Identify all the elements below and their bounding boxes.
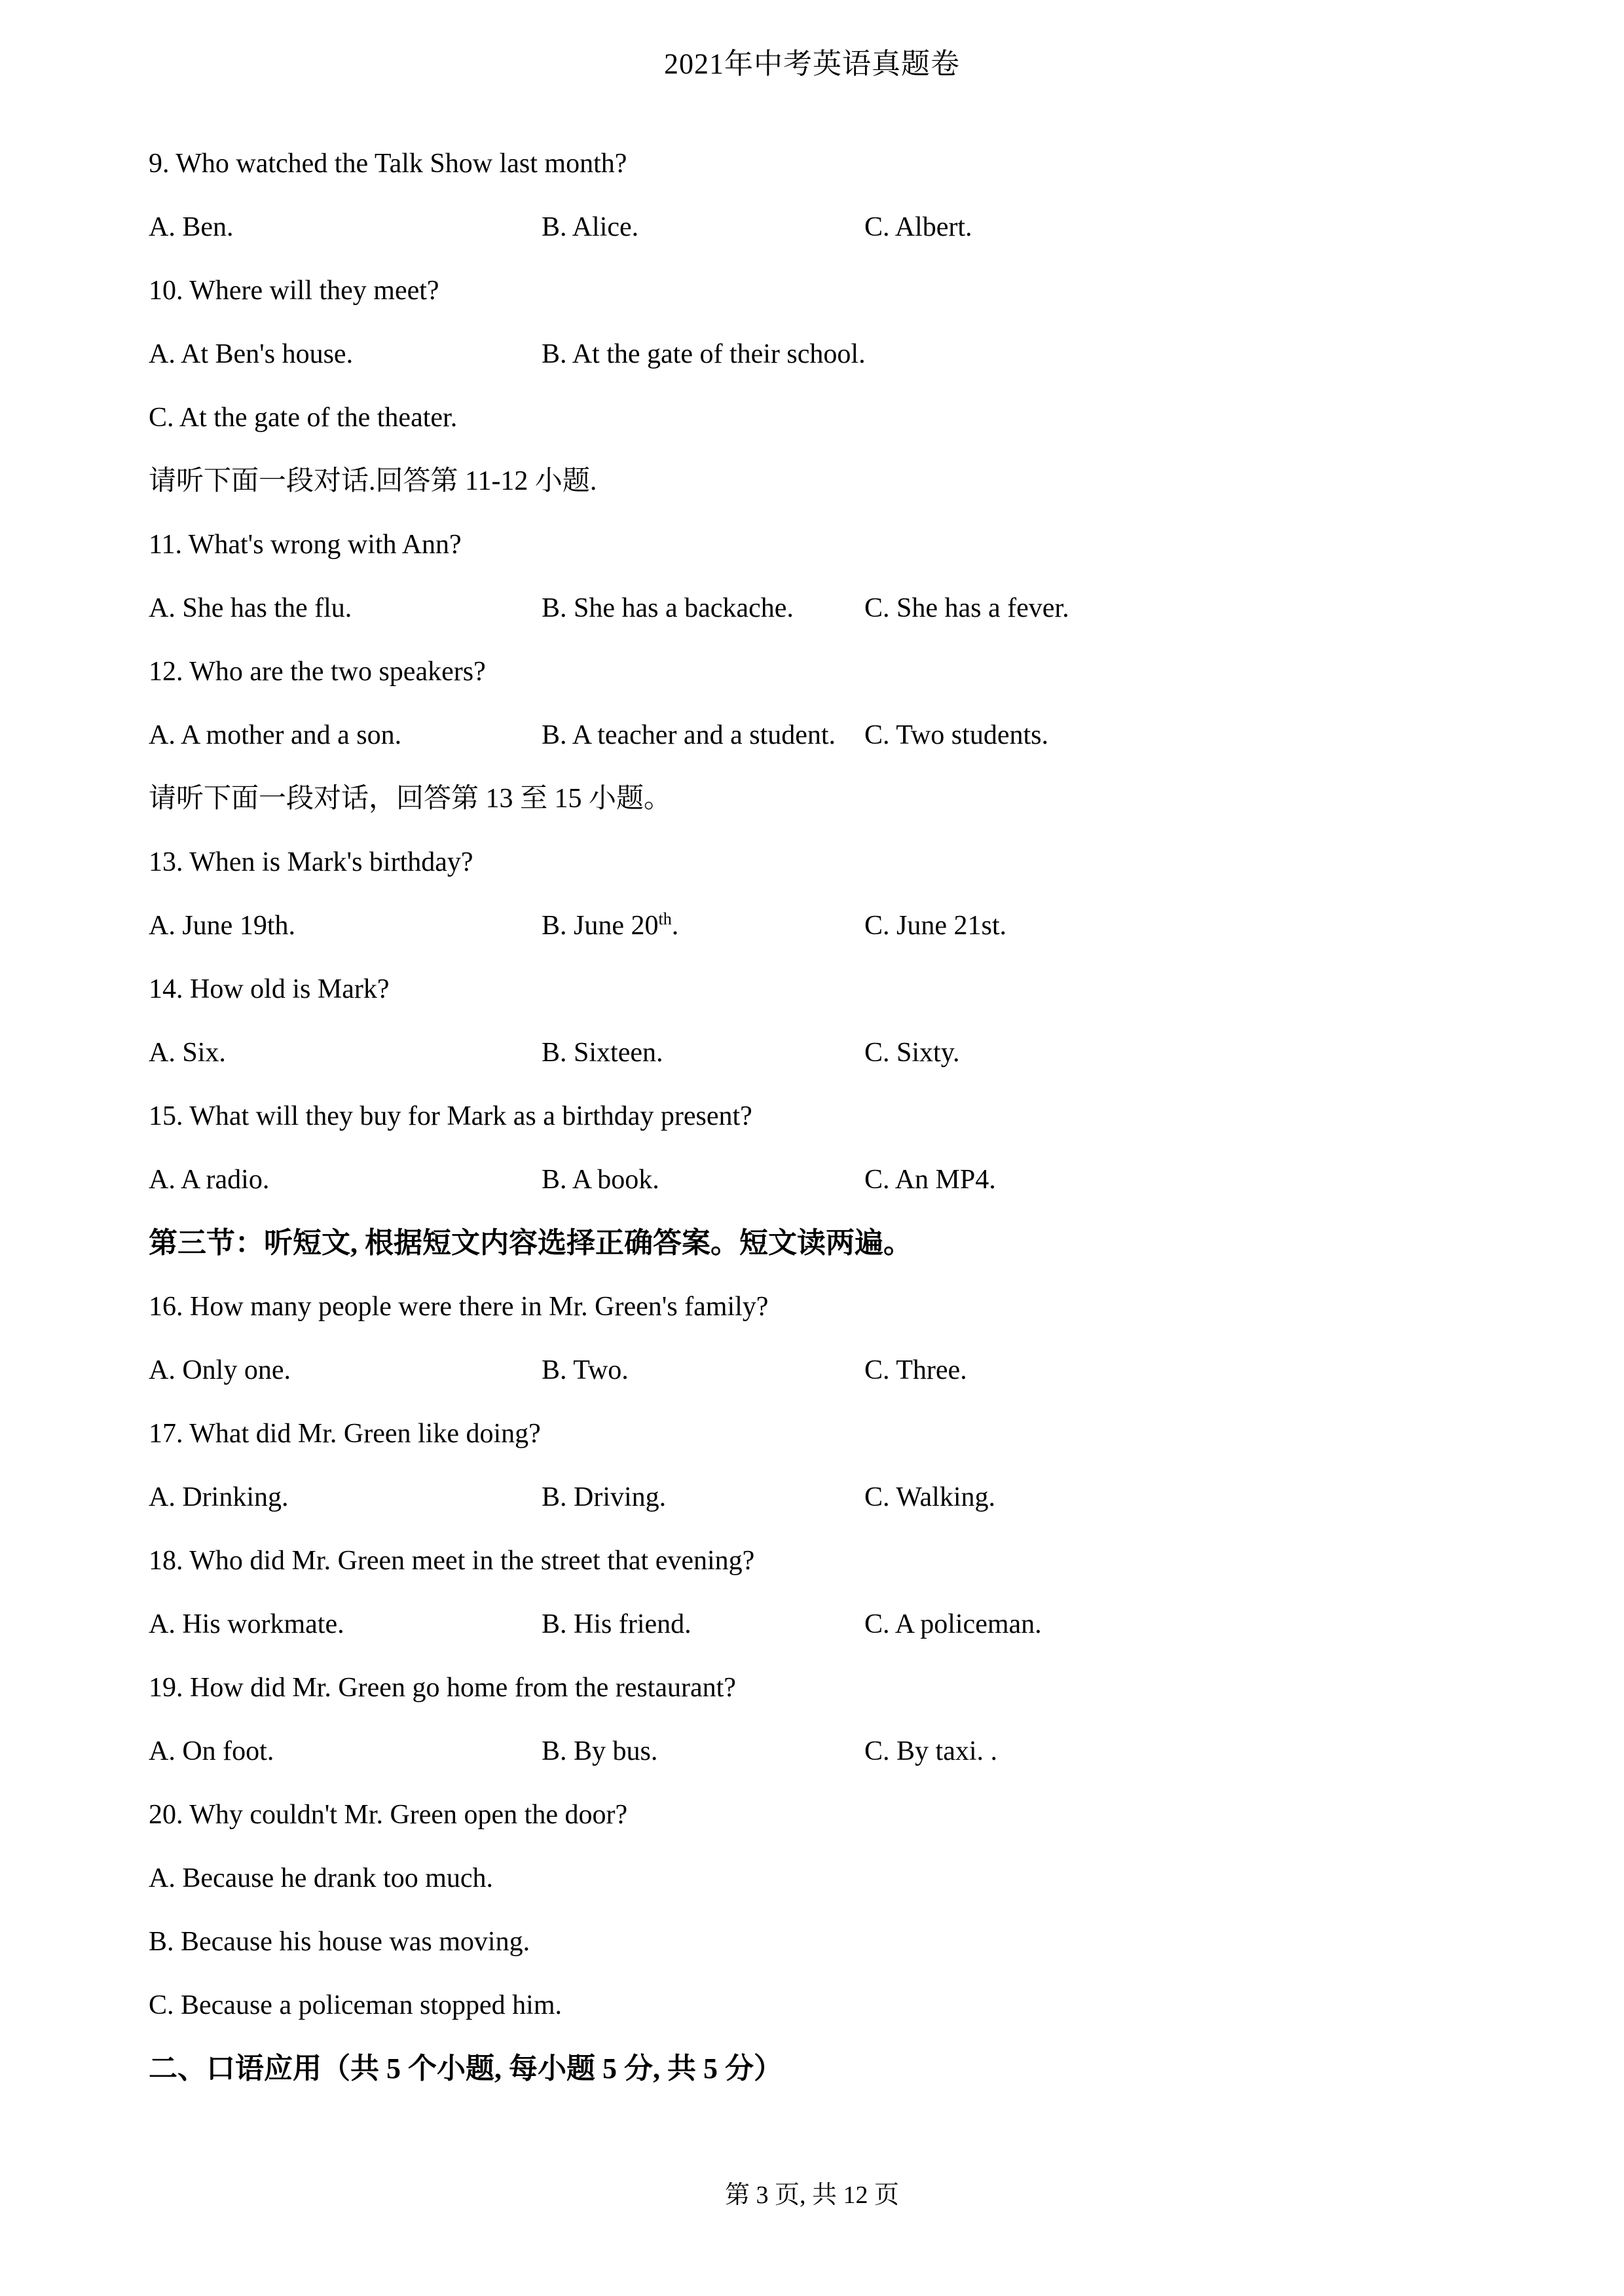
question-17-options [149, 1481, 1526, 1514]
question-17-option-a: A. Drinking. [149, 1482, 289, 1512]
question-13-options [149, 909, 1526, 942]
section-2-header: 二、口语应用（共 5 个小题, 每小题 5 分, 共 5 分） [149, 2052, 783, 2085]
question-20-option-c: C. Because a policeman stopped him. [149, 1990, 563, 2020]
question-18-options [149, 1608, 1526, 1641]
question-10-text: 10. Where will they meet? [149, 276, 439, 306]
question-9-option-a: A. Ben. [149, 212, 234, 242]
question-11-text: 11. What's wrong with Ann? [149, 530, 462, 560]
question-12-option-b: B. A teacher and a student. [542, 720, 836, 750]
question-10-option-a: A. At Ben's house. [149, 339, 354, 369]
question-16-option-b: B. Two. [542, 1355, 629, 1385]
question-11-option-a: A. She has the flu. [149, 593, 352, 623]
question-9-option-c: C. Albert. [864, 212, 972, 242]
question-10-options-ab [149, 338, 1526, 371]
question-11-option-b: B. She has a backache. [542, 593, 794, 623]
question-14-option-b: B. Sixteen. [542, 1038, 663, 1068]
question-11-option-c: C. She has a fever. [864, 593, 1069, 623]
question-19-option-c: C. By taxi. . [864, 1736, 998, 1766]
option-b-superscript: th [658, 909, 672, 928]
question-19-option-b: B. By bus. [542, 1736, 658, 1766]
question-20-option-a: A. Because he drank too much. [149, 1863, 494, 1893]
question-18-option-a: A. His workmate. [149, 1609, 344, 1639]
question-15-option-a: A. A radio. [149, 1165, 270, 1195]
question-20-option-b: B. Because his house was moving. [149, 1927, 530, 1957]
question-12-options [149, 719, 1526, 752]
question-19-text: 19. How did Mr. Green go home from the restaurant? [149, 1673, 736, 1703]
question-19-option-a: A. On foot. [149, 1736, 274, 1766]
question-15-options [149, 1163, 1526, 1196]
question-11-options [149, 592, 1526, 625]
question-9-option-b: B. Alice. [542, 212, 639, 242]
question-15-option-c: C. An MP4. [864, 1165, 996, 1195]
option-b-period: . [671, 911, 679, 941]
question-12-option-a: A. A mother and a son. [149, 720, 402, 750]
question-14-option-c: C. Sixty. [864, 1038, 960, 1068]
question-10-option-c: C. At the gate of the theater. [149, 403, 458, 433]
question-13-option-b [542, 909, 864, 942]
page-footer: 第 3 页, 共 12 页 [724, 2181, 899, 2209]
question-9-text: 9. Who watched the Talk Show last month? [149, 149, 627, 179]
question-16-option-c: C. Three. [864, 1355, 967, 1385]
question-20-text: 20. Why couldn't Mr. Green open the door? [149, 1800, 628, 1830]
question-16-text: 16. How many people were there in Mr. Green's family? [149, 1292, 769, 1322]
question-18-option-c: C. A policeman. [864, 1609, 1042, 1639]
question-14-option-a: A. Six. [149, 1038, 226, 1068]
question-14-options [149, 1036, 1526, 1069]
question-9-options [149, 211, 1526, 244]
question-12-option-c: C. Two students. [864, 720, 1048, 750]
question-16-options [149, 1354, 1526, 1387]
option-b-base: B. June 20 [542, 911, 659, 941]
listening-prompt-13-15: 请听下面一段对话，回答第 13 至 15 小题。 [149, 784, 672, 814]
question-13-option-a: A. June 19th. [149, 911, 295, 941]
question-17-option-b: B. Driving. [542, 1482, 667, 1512]
question-15-text: 15. What will they buy for Mark as a birthday present? [149, 1101, 752, 1131]
question-17-option-c: C. Walking. [864, 1482, 996, 1512]
question-18-option-b: B. His friend. [542, 1609, 692, 1639]
exam-content [149, 147, 1526, 2116]
listening-prompt-11-12: 请听下面一段对话.回答第 11-12 小题. [149, 466, 597, 496]
question-12-text: 12. Who are the two speakers? [149, 657, 486, 687]
question-13-option-c: C. June 21st. [864, 911, 1007, 941]
question-18-text: 18. Who did Mr. Green meet in the street that evening? [149, 1546, 755, 1576]
question-15-option-b: B. A book. [542, 1165, 659, 1195]
question-19-options [149, 1735, 1526, 1768]
question-17-text: 17. What did Mr. Green like doing? [149, 1419, 541, 1449]
page-title: 2021年中考英语真题卷 [664, 48, 960, 80]
question-14-text: 14. How old is Mark? [149, 974, 390, 1004]
question-10-option-b: B. At the gate of their school. [542, 339, 866, 369]
question-16-option-a: A. Only one. [149, 1355, 291, 1385]
question-13-text: 13. When is Mark's birthday? [149, 847, 473, 877]
section-3-header: 第三节：听短文, 根据短文内容选择正确答案。短文读两遍。 [149, 1227, 912, 1259]
